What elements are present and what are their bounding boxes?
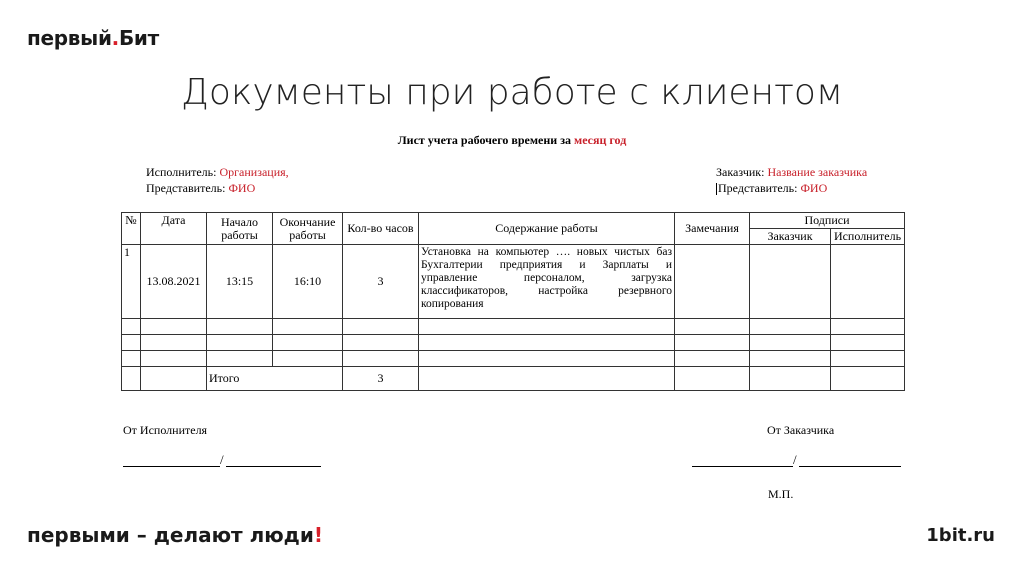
header-signatures: Подписи	[750, 213, 905, 229]
logo-dot: .	[111, 26, 119, 50]
brand-logo: первый.Бит	[27, 26, 159, 50]
customer-block: Заказчик: Название заказчика Представитель: ФИО	[716, 165, 868, 195]
from-customer-label: От Заказчика	[767, 423, 835, 437]
text-cursor	[716, 183, 717, 195]
executor-name-line	[226, 466, 321, 467]
header-date: Дата	[141, 213, 207, 245]
cell-num: 1	[122, 245, 141, 319]
header-sig-customer: Заказчик	[750, 229, 831, 245]
cell-content: Установка на компьютер …. новых чистых баз Бухгалтерии предприятия и Зарплаты и управление персоналом, загрузка классификаторов, настройка резервного копирования	[419, 245, 675, 319]
header-content: Содержание работы	[419, 213, 675, 245]
table-row-empty	[122, 351, 905, 367]
footer-site: 1bit.ru	[926, 525, 995, 546]
total-hours: 3	[343, 367, 419, 391]
customer-name-line	[799, 466, 901, 467]
total-row	[122, 367, 905, 391]
total-label: Итого	[207, 367, 343, 391]
from-executor-label: От Исполнителя	[123, 423, 208, 437]
cell-start: 13:15	[207, 245, 273, 319]
executor-slash: /	[220, 452, 224, 467]
sheet-title: Лист учета рабочего времени за месяц год	[397, 133, 627, 147]
cell-end: 16:10	[273, 245, 343, 319]
slogan-mark: !	[313, 523, 323, 547]
executor-signature-line	[123, 466, 220, 467]
header-end: Окончание работы	[273, 213, 343, 245]
header-row	[122, 213, 905, 229]
cell-date: 13.08.2021	[141, 245, 207, 319]
timesheet-table	[121, 212, 905, 391]
header-remarks: Замечания	[675, 213, 750, 245]
customer-signature-line	[692, 466, 793, 467]
table-row	[122, 245, 905, 319]
executor-block: Исполнитель: Организация, Представитель: ФИО	[146, 165, 289, 195]
stamp-label: М.П.	[768, 487, 794, 501]
header-start: Начало работы	[207, 213, 273, 245]
footer-slogan: первыми – делают люди!	[27, 523, 323, 547]
cell-sig-customer	[750, 245, 831, 319]
slide-title: Документы при работе с клиентом	[180, 72, 844, 113]
table-row-empty	[122, 319, 905, 335]
cell-sig-executor	[831, 245, 905, 319]
cell-hours: 3	[343, 245, 419, 319]
header-sig-executor: Исполнитель	[831, 229, 905, 245]
header-hours: Кол-во часов	[343, 213, 419, 245]
header-num: №	[122, 213, 141, 245]
table-row-empty	[122, 335, 905, 351]
cell-remarks	[675, 245, 750, 319]
customer-slash: /	[793, 452, 797, 467]
